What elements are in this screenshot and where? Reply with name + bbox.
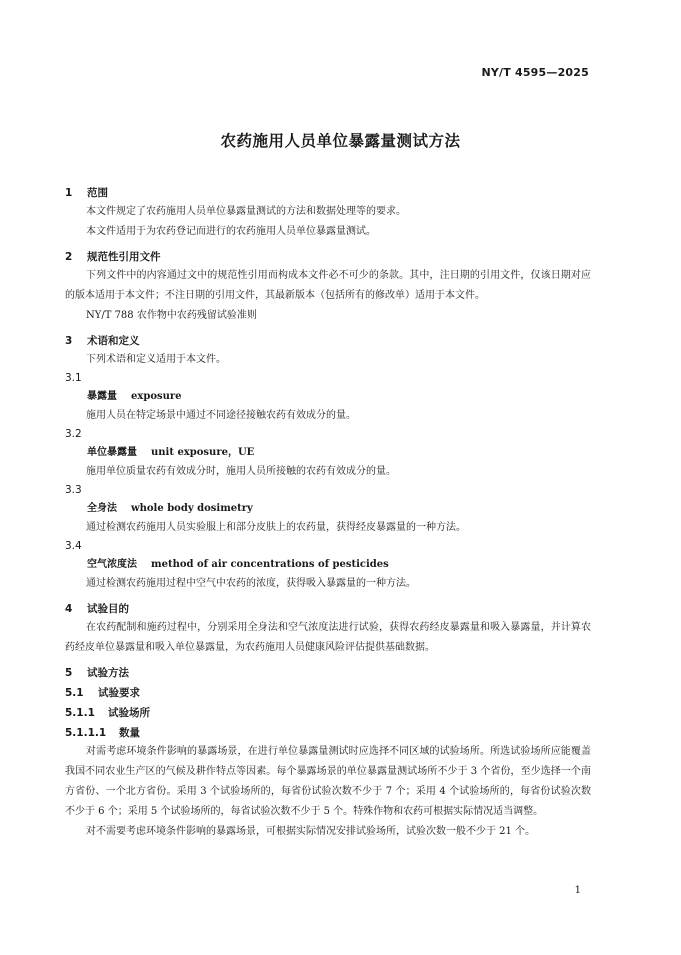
section-heading-1 — [65, 184, 591, 202]
subsection-title: 试验场所 — [108, 707, 150, 719]
section-number: 2 — [65, 251, 73, 263]
term-zh: 空气浓度法 — [87, 559, 137, 570]
section-title: 范围 — [87, 187, 108, 199]
term-entry — [65, 555, 591, 574]
term-entry — [65, 443, 591, 462]
paragraph: 在农药配制和施药过程中，分别采用全身法和空气浓度法进行试验，获得农药经皮暴露量和吸入暴露量，并计算农药经皮单位暴露量和吸入单位暴露量，为农药施用人员健康风险评估提供基础数据。 — [65, 622, 591, 653]
section-number: 3 — [65, 335, 73, 347]
subsection-title: 试验要求 — [98, 687, 140, 699]
term-definition: 施用人员在特定场景中通过不同途径接触农药有效成分的量。 — [86, 410, 356, 421]
term-zh: 单位暴露量 — [87, 447, 137, 458]
subsection-title: 数量 — [119, 727, 140, 739]
page-number: 1 — [574, 885, 581, 896]
section-heading-4 — [65, 600, 591, 618]
term-zh: 全身法 — [87, 503, 117, 514]
document-title: 农药施用人员单位暴露量测试方法 — [220, 132, 461, 150]
subsection-number: 5.1.1.1 — [65, 727, 107, 739]
section-heading-2 — [65, 248, 591, 266]
paragraph: 对需考虑环境条件影响的暴露场景，在进行单位暴露量测试时应选择不同区域的试验场所。所选试验场所应能覆盖我国不同农业生产区的气候及耕作特点等因素。每个暴露场景的单位暴露量测试场所不少于 3 个省份，至少选择一个南方省份、一个北方省份。采用 3 个试验场所的，每省份试验次数不少于 7 个；采用 4 个试验场所的，每省份试验次数不少于 6 个；采用 5 个试验场所的，每省试验次数不少于 5 个。特殊作物和农药可根据实际情况适当调整。 — [65, 746, 591, 817]
subsection-heading-5-1 — [65, 684, 591, 702]
paragraph: 下列术语和定义适用于本文件。 — [86, 354, 226, 365]
paragraph: 对不需要考虑环境条件影响的暴露场景，可根据实际情况安排试验场所，试验次数一般不少于 21 个。 — [86, 826, 536, 837]
term-definition: 通过检测农药施用人员实验服上和部分皮肤上的农药量，获得经皮暴露量的一种方法。 — [86, 522, 466, 533]
term-en: exposure — [131, 391, 182, 402]
term-number: 3.3 — [65, 484, 82, 496]
term-zh: 暴露量 — [87, 391, 117, 402]
section-title: 试验目的 — [87, 603, 129, 615]
term-number: 3.2 — [65, 428, 82, 440]
section-number: 1 — [65, 187, 73, 199]
subsection-heading-5-1-1 — [65, 704, 591, 722]
paragraph: 本文件规定了农药施用人员单位暴露量测试的方法和数据处理等的要求。 — [86, 206, 406, 217]
standard-code: NY/T 4595—2025 — [481, 66, 589, 79]
section-number: 4 — [65, 603, 73, 615]
term-en: whole body dosimetry — [131, 503, 253, 514]
section-title: 试验方法 — [87, 667, 129, 679]
term-entry — [65, 387, 591, 406]
term-number: 3.4 — [65, 540, 82, 552]
section-title: 术语和定义 — [87, 335, 140, 347]
term-entry — [65, 499, 591, 518]
document-body — [65, 178, 591, 842]
section-title: 规范性引用文件 — [87, 251, 161, 263]
term-definition: 通过检测农药施用过程中空气中农药的浓度，获得吸入暴露量的一种方法。 — [86, 578, 416, 589]
term-number: 3.1 — [65, 372, 82, 384]
subsection-number: 5.1 — [65, 687, 84, 699]
term-en: unit exposure，UE — [151, 447, 255, 458]
reference-item: NY/T 788 农作物中农药残留试验准则 — [86, 310, 257, 321]
term-en: method of air concentrations of pesticides — [151, 559, 389, 570]
paragraph: 本文件适用于为农药登记而进行的农药施用人员单位暴露量测试。 — [86, 226, 376, 237]
section-number: 5 — [65, 667, 73, 679]
subsection-heading-5-1-1-1 — [65, 724, 591, 742]
section-heading-5 — [65, 664, 591, 682]
paragraph: 下列文件中的内容通过文中的规范性引用而构成本文件必不可少的条款。其中，注日期的引用文件，仅该日期对应的版本适用于本文件；不注日期的引用文件，其最新版本（包括所有的修改单）适用于本文件。 — [65, 270, 591, 301]
term-definition: 施用单位质量农药有效成分时，施用人员所接触的农药有效成分的量。 — [86, 466, 396, 477]
section-heading-3 — [65, 332, 591, 350]
subsection-number: 5.1.1 — [65, 707, 95, 719]
